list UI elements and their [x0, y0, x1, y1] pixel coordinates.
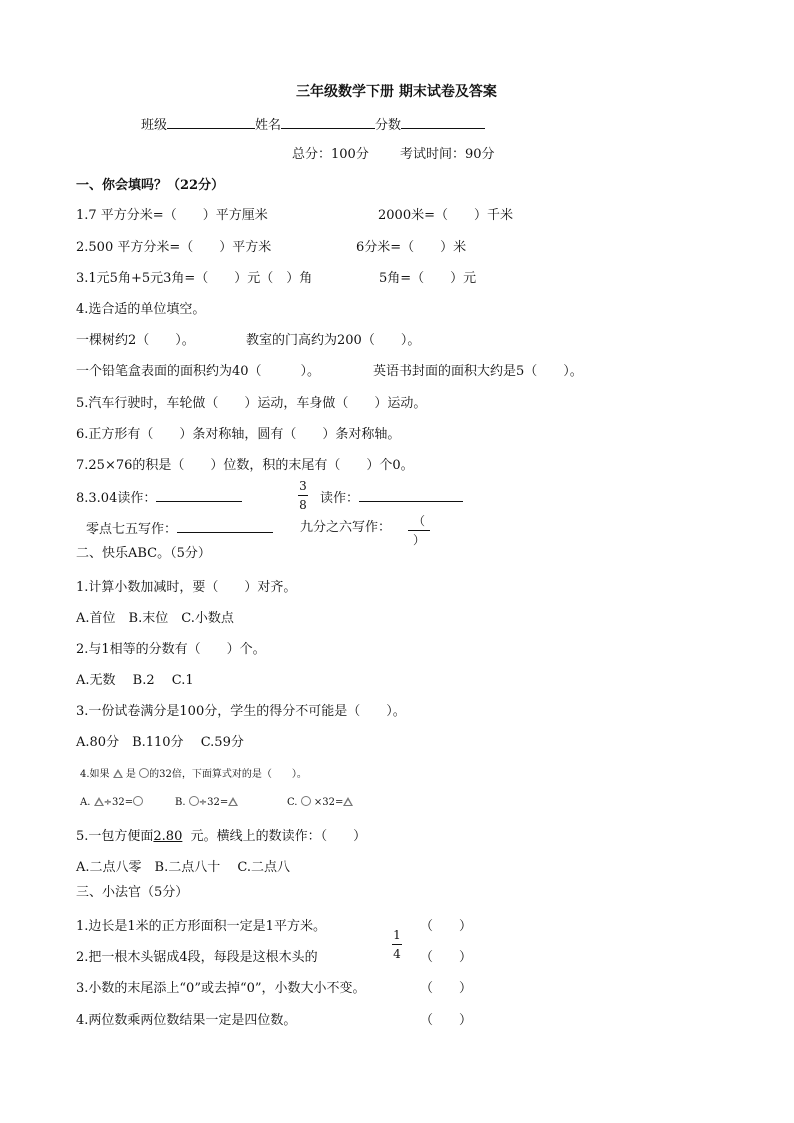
circle-icon — [133, 796, 143, 806]
s1-q8d: 九分之六写作： — [300, 520, 392, 535]
fraction-3-8 — [298, 479, 308, 512]
total-score: 总分：100分 — [292, 147, 369, 162]
triangle-icon — [113, 769, 123, 778]
s2-q3-options: A.80分 B.110分 C.59分 — [76, 735, 244, 750]
answer-blank[interactable] — [177, 520, 273, 533]
s2-q2: 2.与1相等的分数有（ ）个。 — [76, 642, 266, 657]
section-3-heading: 三、小法官（5分） — [76, 885, 189, 900]
s2-q5-value: 2.80 — [153, 829, 183, 844]
s1-q8a-label: 8.3.04读作： — [76, 491, 157, 506]
s2-q1: 1.计算小数加减时，要（ ）对齐。 — [76, 580, 297, 595]
section-1-heading: 一、你会填吗？（22分） — [76, 178, 225, 193]
s2-q4-option-c — [287, 795, 353, 811]
answer-blank[interactable] — [359, 489, 463, 502]
name-label: 姓名 — [255, 118, 282, 133]
s1-q4b: 教室的门高约为200（ ）。 — [246, 333, 421, 348]
s1-q4a: 一棵树约2（ ）。 — [76, 333, 195, 348]
s3-q2: 2.把一根木头锯成4段，每段是这根木头的 — [76, 950, 318, 965]
answer-blank[interactable] — [156, 489, 242, 502]
s1-q8c-label: 零点七五写作： — [86, 522, 178, 537]
class-label: 班级 — [141, 118, 168, 133]
fraction-1-4 — [392, 928, 402, 961]
fraction-denominator: 4 — [393, 947, 401, 961]
s1-q8b — [320, 489, 463, 507]
s2-q4-mid2: 的32倍，下面算式对的是（ ）。 — [149, 769, 307, 780]
exam-time: 考试时间：90分 — [400, 147, 495, 162]
s2-q4 — [80, 767, 307, 783]
fraction-numerator: 1 — [393, 928, 401, 942]
fraction-bar — [392, 944, 402, 945]
fraction-answer-box[interactable] — [408, 514, 430, 547]
option-c-text: ×32= — [313, 797, 344, 808]
s1-q8b-label: 读作： — [320, 491, 360, 506]
paren-bottom: ） — [412, 533, 425, 547]
section-2-heading: 二、快乐ABC。（5分） — [76, 546, 211, 561]
class-blank[interactable] — [167, 116, 255, 129]
paren-top: （ — [412, 514, 425, 528]
s2-q4-option-a — [80, 795, 143, 811]
triangle-icon — [94, 797, 104, 806]
s3-q4: 4.两位数乘两位数结果一定是四位数。 — [76, 1013, 297, 1028]
s1-q4c: 一个铅笔盒表面的面积约为40（ ）。 — [76, 364, 321, 379]
s2-q3: 3.一份试卷满分是100分，学生的得分不可能是（ ）。 — [76, 704, 406, 719]
fraction-bar — [298, 495, 308, 496]
score-blank[interactable] — [401, 116, 485, 129]
page-title: 三年级数学下册 期末试卷及答案 — [296, 84, 497, 100]
s2-q4-mid1: 是 — [125, 769, 136, 780]
s1-q3a: 3.1元5角+5元3角=（ ）元（ ）角 — [76, 271, 313, 286]
s1-q6: 6.正方形有（ ）条对称轴，圆有（ ）条对称轴。 — [76, 427, 401, 442]
s1-q2a: 2.500 平方分米=（ ）平方米 — [76, 240, 272, 255]
circle-icon — [301, 796, 311, 806]
option-c-label: C. — [287, 797, 298, 808]
s1-q1b: 2000米=（ ）千米 — [378, 208, 513, 223]
s1-q3b: 5角=（ ）元 — [379, 271, 477, 286]
s3-q3-mark[interactable]: （ ） — [420, 981, 473, 996]
fraction-denominator: 8 — [299, 498, 307, 512]
s2-q5-options: A.二点八零 B.二点八十 C.二点八 — [76, 860, 290, 875]
s1-q8a — [76, 489, 242, 507]
s1-q7: 7.25×76的积是（ ）位数，积的末尾有（ ）个0。 — [76, 458, 414, 473]
score-label: 分数 — [375, 118, 402, 133]
s1-q2b: 6分米=（ ）米 — [356, 240, 467, 255]
s2-q5 — [76, 829, 366, 845]
triangle-icon — [228, 797, 238, 806]
option-a-label: A. — [80, 797, 91, 808]
option-a-text: ÷32= — [103, 797, 134, 808]
s1-q5: 5.汽车行驶时，车轮做（ ）运动，车身做（ ）运动。 — [76, 396, 427, 411]
s2-q4-pre: 4.如果 — [80, 769, 110, 780]
circle-icon — [189, 796, 199, 806]
s1-q4: 4.选合适的单位填空。 — [76, 302, 206, 317]
circle-icon — [139, 768, 149, 778]
option-b-label: B. — [175, 797, 186, 808]
s2-q4-option-b — [175, 795, 238, 811]
s1-q4d: 英语书封面的面积大约是5（ ）。 — [373, 364, 583, 379]
s3-q1: 1.边长是1米的正方形面积一定是1平方米。 — [76, 919, 326, 934]
s3-q4-mark[interactable]: （ ） — [420, 1013, 473, 1028]
triangle-icon — [343, 797, 353, 806]
s3-q2-mark[interactable]: （ ） — [420, 950, 473, 965]
s2-q5-pre: 5.一包方便面 — [76, 829, 154, 844]
s2-q2-options: A.无数 B.2 C.1 — [76, 673, 194, 688]
s3-q1-mark[interactable]: （ ） — [420, 919, 473, 934]
s3-q3: 3.小数的末尾添上“0”或去掉“0”，小数大小不变。 — [76, 981, 366, 996]
option-b-text: ÷32= — [198, 797, 229, 808]
name-blank[interactable] — [281, 116, 375, 129]
s1-q8c — [86, 520, 273, 538]
s2-q5-post: 元。横线上的数读作：（ ） — [190, 829, 367, 844]
class-field — [141, 116, 485, 134]
s2-q1-options: A.首位 B.末位 C.小数点 — [76, 611, 234, 626]
s1-q1a: 1.7 平方分米=（ ）平方厘米 — [76, 208, 268, 223]
fraction-bar — [408, 530, 430, 531]
fraction-numerator: 3 — [299, 479, 307, 493]
